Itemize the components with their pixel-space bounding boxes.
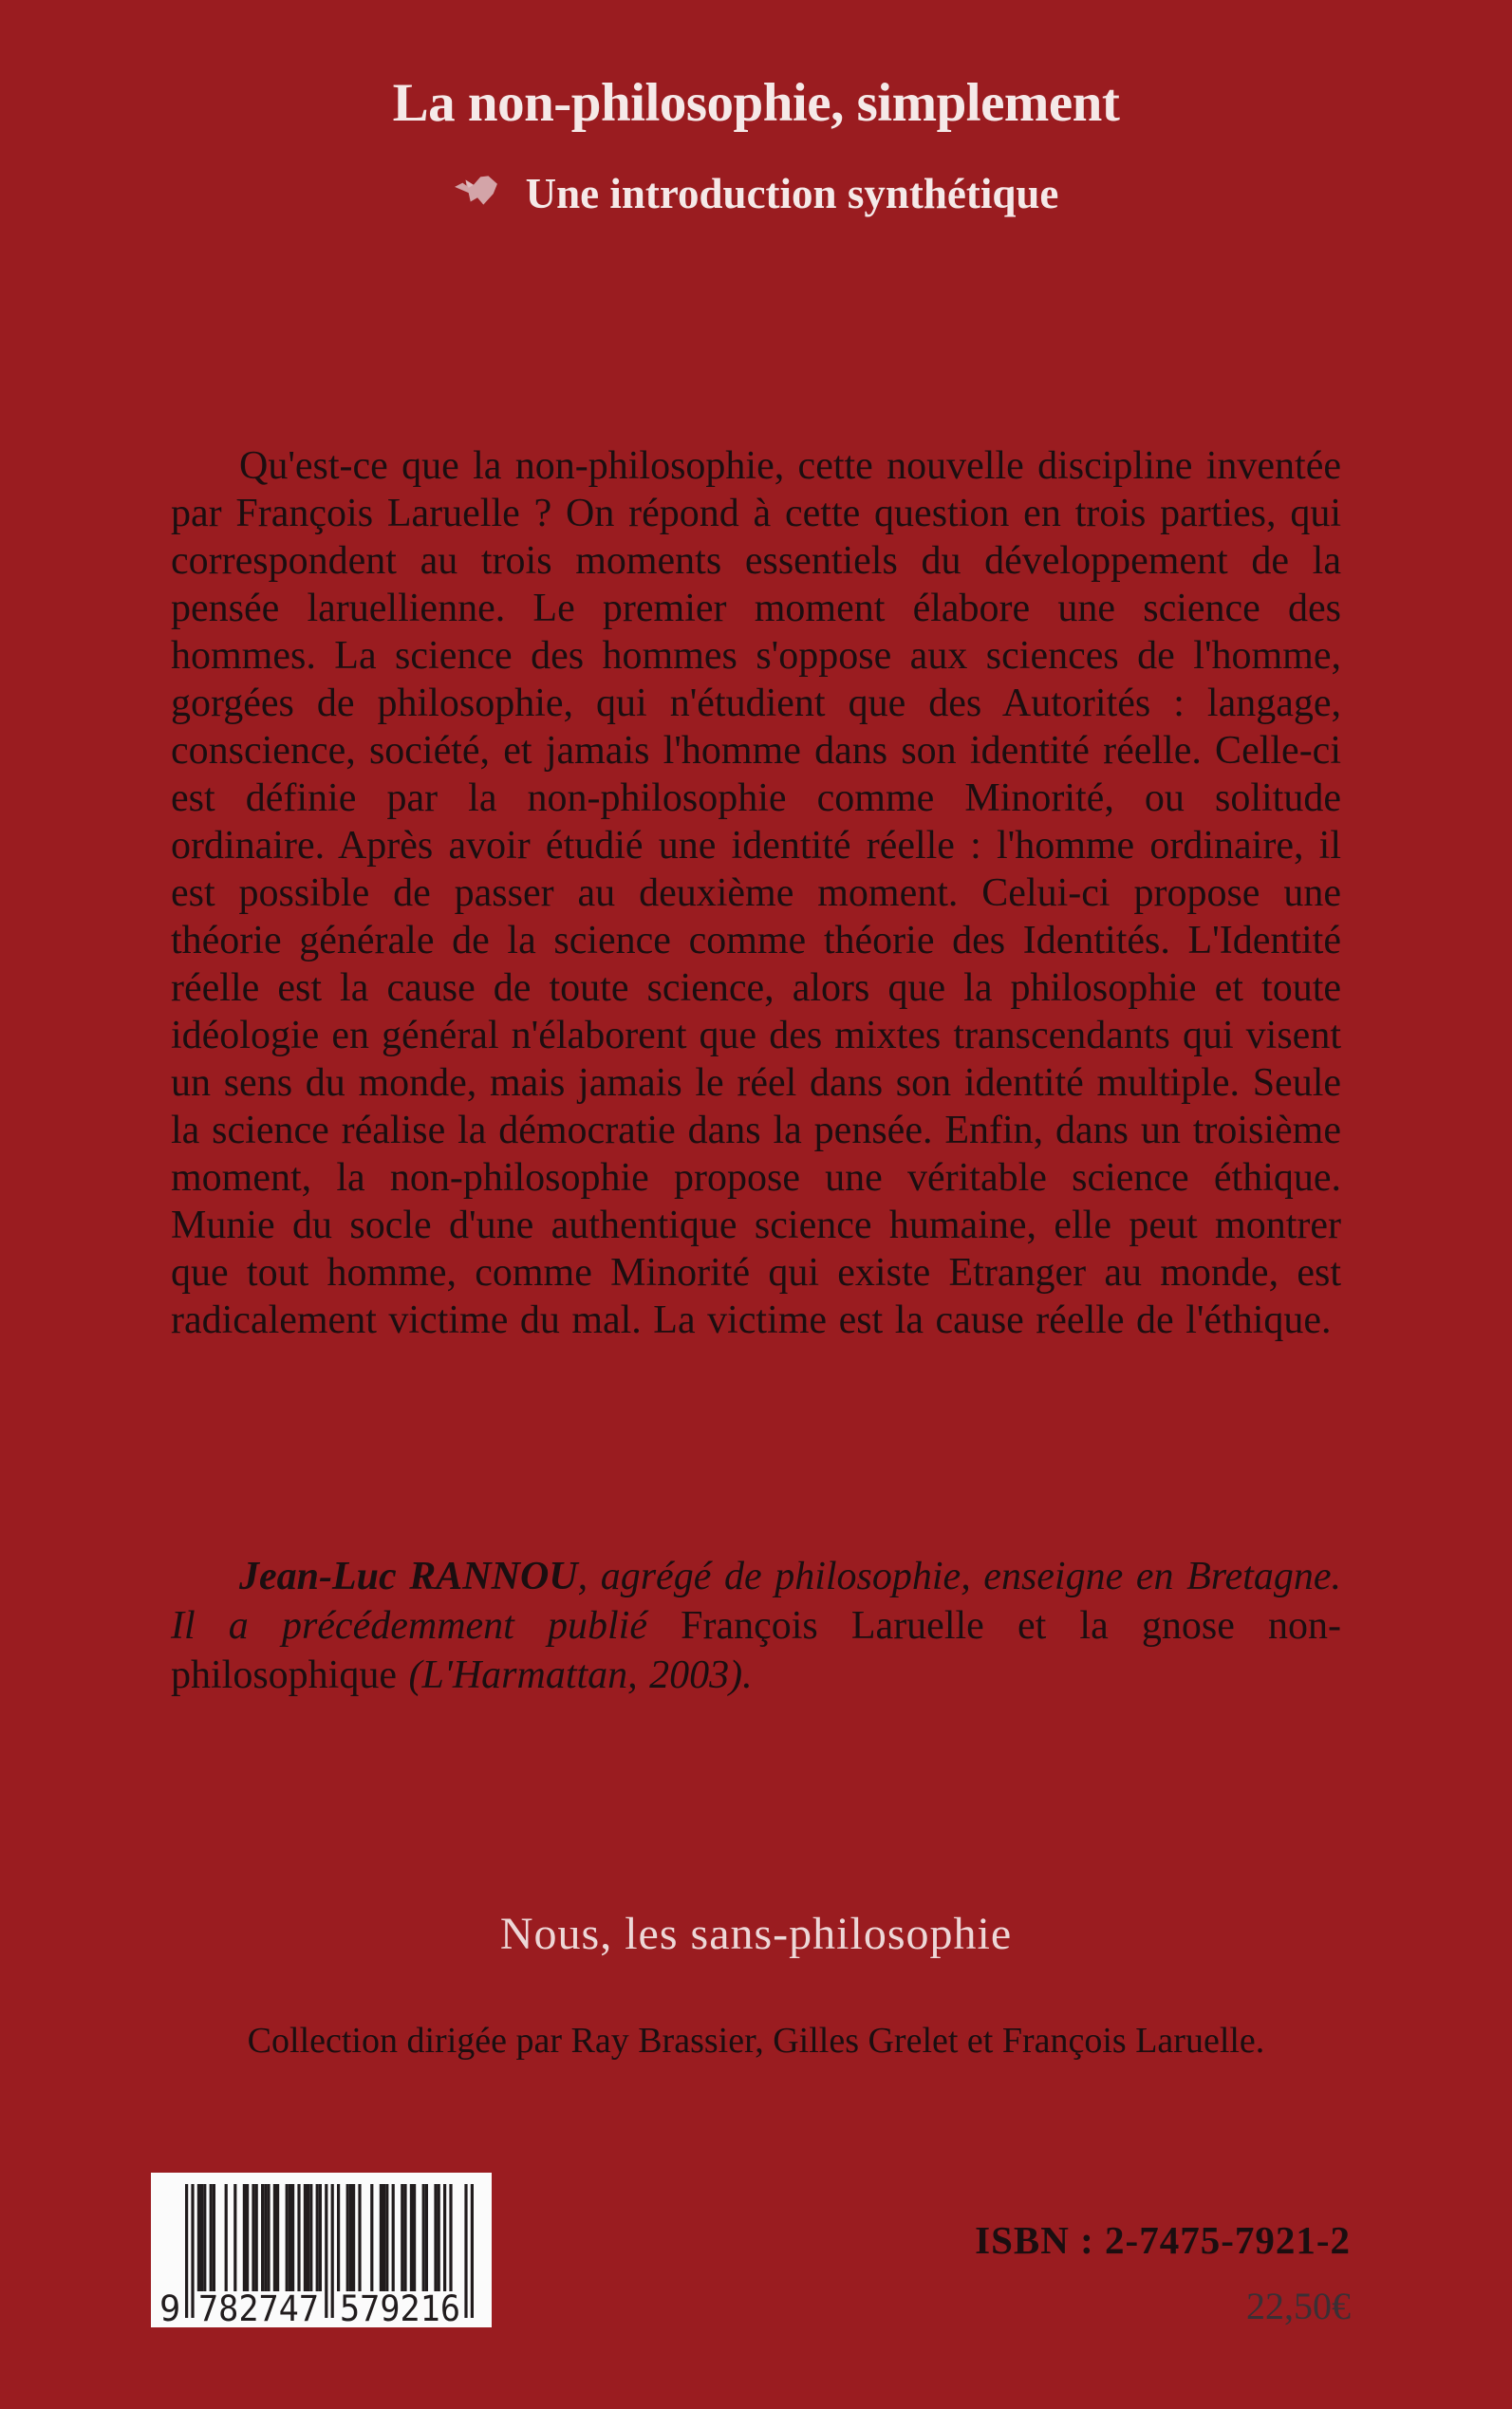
- barcode-number: 579216: [340, 2288, 460, 2327]
- author-note-segment: Jean-Luc RANNOU: [239, 1555, 578, 1598]
- subtitle-row: [0, 169, 1512, 218]
- subtitle: Une introduction synthétique: [525, 170, 1059, 217]
- author-note: [171, 1552, 1341, 1700]
- author-note-segment: François Laruelle et la gnose non-philosophique: [171, 1604, 1341, 1697]
- price-label: 22,50€: [1246, 2285, 1351, 2327]
- author-note-segment: (L'Harmattan, 2003).: [408, 1653, 753, 1697]
- barcode-number: 782747: [198, 2288, 319, 2327]
- collection-directors: Collection dirigée par Ray Brassier, Gilles Grelet et François Laruelle.: [247, 2021, 1265, 2061]
- barcode-number: 9: [159, 2288, 181, 2327]
- page-title: La non-philosophie, simplement: [392, 73, 1120, 133]
- fleuron-ornament-icon: [454, 174, 499, 208]
- synopsis-paragraph: Qu'est-ce que la non-philosophie, cette nouvelle discipline inventée par François Laruelle ? On répond à cette question en trois parties, qui correspondent au trois moments essentiels du développement de la pensée laruellienne. Le premier moment élabore une science des hommes. La science des hommes s'oppose aux sciences de l'homme, gorgées de philosophie, qui n'étudient que des Autorités : langage, conscience, société, et jamais l'homme dans son identité réelle. Celle-ci est définie par la non-philosophie comme Minorité, ou solitude ordinaire. Après avoir étudié une identité réelle : l'homme ordinaire, il est possible de passer au deuxième moment. Celui-ci propose une théorie générale de la science comme théorie des Identités. L'Identité réelle est la cause de toute science, alors que la philosophie et toute idéologie en général n'élaborent que des mixtes transcendants qui visent un sens du monde, mais jamais le réel dans son identité multiple. Seule la science réalise la démocratie dans la pensée. Enfin, dans un troisième moment, la non-philosophie propose une véritable science éthique. Munie du socle d'une authentique science humaine, elle peut montrer que tout homme, comme Minorité qui existe Etranger au monde, est radicalement victime du mal. La victime est la cause réelle de l'éthique.: [171, 444, 1341, 1342]
- author-note-segment: , agrégé de philosophie, enseigne en Bretagne. Il a précédemment publié: [171, 1555, 1341, 1648]
- ean13-barcode-icon: [151, 2173, 492, 2327]
- collection-title: Nous, les sans-philosophie: [499, 1909, 1013, 1959]
- barcode: [151, 2173, 492, 2327]
- isbn-label: ISBN : 2-7475-7921-2: [975, 2218, 1351, 2262]
